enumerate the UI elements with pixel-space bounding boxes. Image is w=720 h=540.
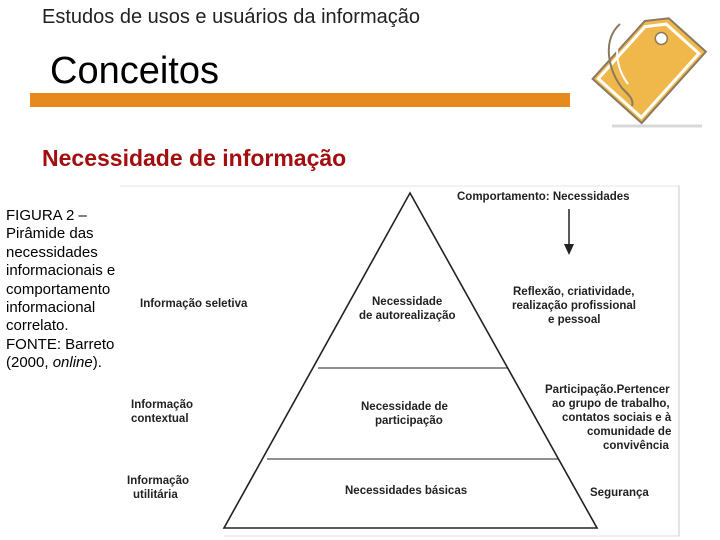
pyramid-mid-label-l2: participação <box>375 415 443 427</box>
caption-source-italic: online <box>52 354 93 372</box>
figure-top-label: Comportamento: Necessidades <box>457 191 630 203</box>
label-utilitarian-information-l1: Informação <box>127 475 189 487</box>
right-label-participacao-l5: convivência <box>603 440 669 452</box>
right-label-participacao-l1: Participação.Pertencer <box>545 384 670 396</box>
caption-line: FIGURA 2 – <box>6 207 87 224</box>
caption-line: Pirâmide das <box>6 225 94 243</box>
caption-line: informacional <box>6 299 96 317</box>
label-contextual-information-l2: contextual <box>131 413 189 425</box>
right-label-participacao-l3: contatos sociais e à <box>562 412 672 424</box>
caption-line: comportamento <box>6 280 111 298</box>
caption-line: correlato. <box>6 317 69 335</box>
right-label-reflexao-l2: realização profissional <box>512 300 636 312</box>
arrow-head-icon <box>564 244 574 255</box>
label-selective-information: Informação seletiva <box>140 298 248 310</box>
pyramid-top-label-l2: de autorealização <box>359 310 456 322</box>
course-subtitle: Estudos de usos e usuários da informação <box>42 6 420 28</box>
pyramid-outline <box>224 193 597 528</box>
right-label-participacao-l2: ao grupo de trabalho, <box>552 398 670 410</box>
slide-title: Conceitos <box>50 50 219 92</box>
caption-line: FONTE: Barreto <box>6 335 115 353</box>
caption-source-prefix: (2000, <box>6 354 53 372</box>
pyramid-mid-label-l1: Necessidade de <box>361 401 448 413</box>
label-contextual-information-l1: Informação <box>131 399 193 411</box>
right-label-reflexao-l3: e pessoal <box>548 314 601 326</box>
caption-line: informacionais e <box>6 262 116 280</box>
section-heading: Necessidade de informação <box>42 145 347 171</box>
caption-source-suffix: ). <box>92 354 102 372</box>
pyramid-base-label: Necessidades básicas <box>345 485 468 497</box>
pyramid-top-label-l1: Necessidade <box>372 296 443 308</box>
label-utilitarian-information-l2: utilitária <box>133 489 178 501</box>
right-label-participacao-l4: comunidade de <box>587 426 672 438</box>
right-label-seguranca: Segurança <box>590 487 649 499</box>
right-label-reflexao-l1: Reflexão, criatividade, <box>513 286 635 298</box>
caption-line: necessidades <box>6 243 98 261</box>
